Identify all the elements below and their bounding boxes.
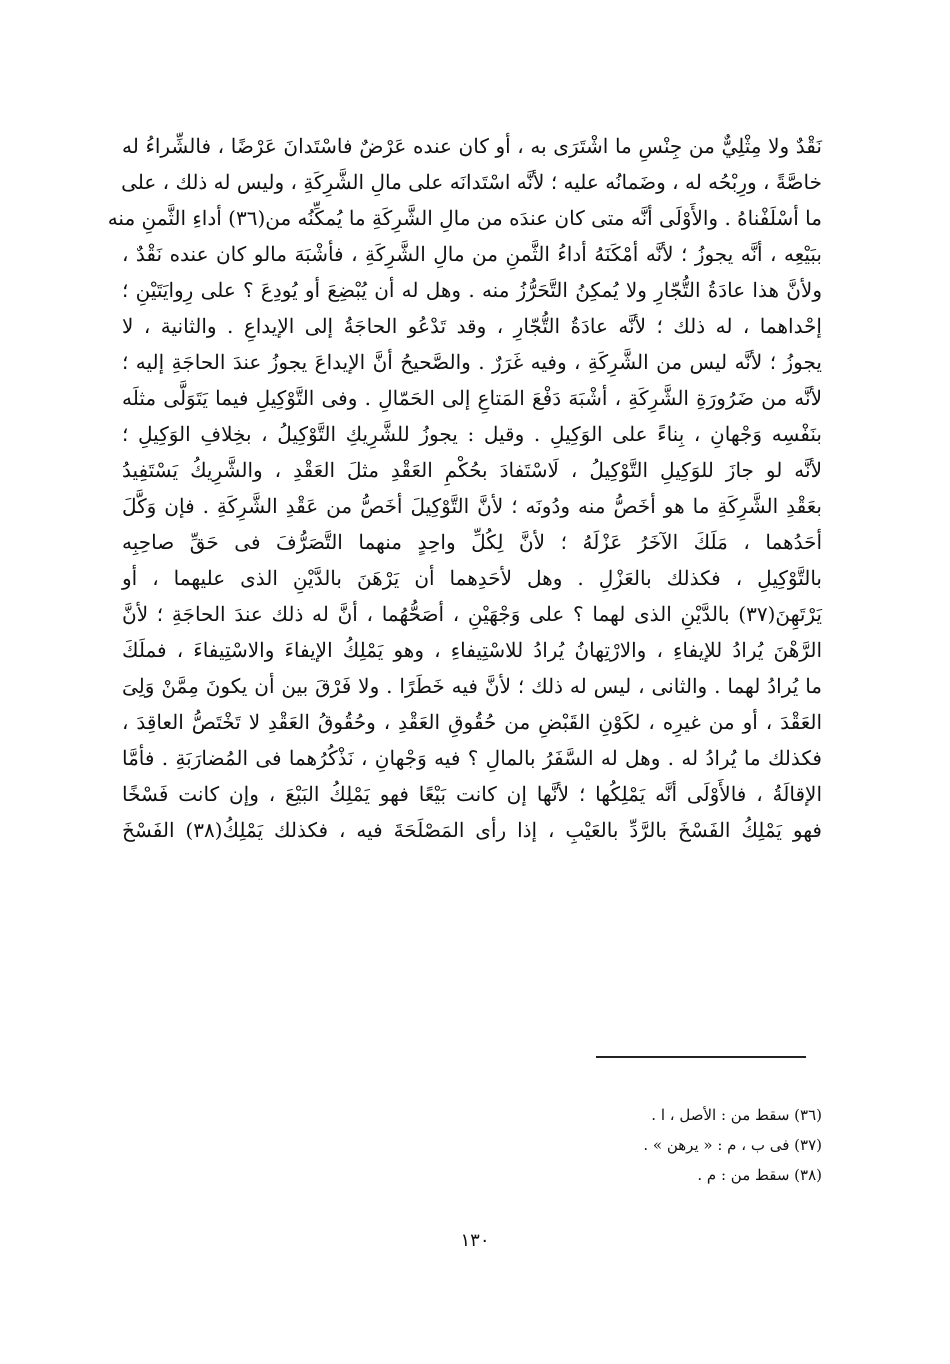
- text-line: لأنَّه من ضَرُورَةِ الشَّرِكَةِ ، أشْبَهَ دَفْعَ المَتاعِ إلى الحَمّالِ . وفى التَّوْكِيلِ فيما يَتَوَلَّى مثلَه: [122, 386, 822, 410]
- text-line: يَرْتَهِنَ(٣٧) بالدَّيْنِ الذى لهما ؟ على وَجْهَيْنِ ، أصَحُّهُما ، أنَّ له ذلك عندَ الحاجَةِ ؛ لأنَّ: [122, 602, 822, 626]
- footnote-separator: [596, 1056, 806, 1058]
- footnote-38: (٣٨) سقط من : م .: [697, 1166, 822, 1184]
- text-line: ببَيْعِه ، أنَّه يجوزُ ؛ لأنَّه أمْكَنَهُ أداءُ الثَّمنِ من مالِ الشَّرِكَةِ ، فأشْبَهَ مالو كان عنده نَقْدٌ ،: [122, 242, 822, 266]
- text-line: الإقالَةُ ، فالأَوْلَى أنَّه يَمْلِكُها ؛ لأنَّها إن كانت بَيْعًا فهو يَمْلِكُ البَيْعَ ، وإن كانت فَسْخًا: [122, 782, 822, 806]
- text-line: فهو يَمْلِكُ الفَسْخَ بالرَّدِّ بالعَيْبِ ، إذا رأى المَصْلَحَةَ فيه ، فكذلك يَمْلِكُ(٣٨) الفَسْخَ: [122, 818, 822, 842]
- text-line: لأنَّه لو جازَ للوَكِيلِ التَّوْكِيلُ ، لَاسْتَفادَ بحُكْمِ العَقْدِ مثلَ العَقْدِ ، والشَّرِيكُ يَسْتَفِيدُ: [122, 458, 822, 482]
- text-line: خاصَّةً ، ورِبْحُه له ، وضَمانُه عليه ؛ لأنَّه اسْتَدانَه على مالِ الشَّرِكَةِ ، وليس له ذلك ، على: [121, 170, 822, 194]
- text-line: بنَفْسِه وَجْهانِ ، بِناءً على الوَكِيلِ . وقيل : يجوزُ للشَّرِيكِ التَّوْكِيلُ ، بخِلافِ الوَكِيلِ ؛: [122, 422, 822, 446]
- text-line: بالتَّوْكِيلِ ، فكذلك بالعَزْلِ . وهل لأحَدِهما أن يَرْهَنَ بالدَّيْنِ الذى عليهما ، أو: [122, 566, 822, 590]
- text-line: ما أسْلَفْناهُ . والأَوْلَى أنَّه متى كان عندَه من مالِ الشَّرِكَةِ ما يُمكِّنُه من(٣٦) أداءِ الثَّمنِ منه: [107, 206, 822, 230]
- footnotes: [402, 1100, 822, 1190]
- text-line: فكذلك ما يُرادُ له . وهل له السَّفَرُ بالمالِ ؟ فيه وَجْهانِ ، نَذْكُرُهما فى المُضارَبَةِ . فأمَّا: [122, 746, 822, 770]
- text-line: يجوزُ ؛ لأنَّه ليس من الشَّرِكَةِ ، وفيه غَرَرٌ . والصَّحيحُ أنَّ الإيداعَ يجوزُ عندَ الحاجَةِ إليه ؛: [122, 350, 822, 374]
- footnote-36: (٣٦) سقط من : الأصل ، ا .: [651, 1106, 822, 1124]
- text-line: العَقْدَ ، أو من غيرِه ، لكَوْنِ القَبْضِ من حُقُوقِ العَقْدِ ، وحُقُوقُ العَقْدِ لا تَخْتَصُّ العاقِدَ ،: [122, 710, 822, 734]
- page-number: ١٣٠: [460, 1230, 490, 1251]
- text-line: إحْداهما ، له ذلك ؛ لأنَّه عادَةُ التُّجّارِ ، وقد تَدْعُو الحاجَةُ إلى الإيداعِ . والثانية ، لا: [122, 314, 822, 338]
- text-line: نَقْدٌ ولا مِثْلِيٌّ من جِنْسِ ما اشْتَرَى به ، أو كان عنده عَرْضٌ فاسْتَدانَ عَرْضًا ، فالشِّراءُ له: [122, 134, 822, 158]
- text-line: بعَقْدِ الشَّرِكَةِ ما هو أخَصُّ منه ودُونَه ؛ لأنَّ التَّوْكِيلَ أخَصُّ من عَقْدِ الشَّرِكَةِ . فإن وَكَّلَ: [122, 494, 822, 518]
- text-line: ما يُرادُ لهما . والثانى ، ليس له ذلك ؛ لأنَّ فيه خَطَرًا . ولا فَرْقَ بين أن يكونَ مِمَّنْ وَلِىَ: [122, 674, 822, 698]
- text-line: أحَدُهما ، مَلَكَ الآخَرُ عَزْلَهُ ؛ لأنَّ لِكُلِّ واحِدٍ منهما التَّصَرُّفَ فى حَقِّ صاحِبِه: [122, 530, 822, 554]
- main-text: [107, 128, 822, 848]
- footnote-37: (٣٧) فى ب ، م : « يرهن » .: [643, 1136, 822, 1154]
- text-line: ولأنَّ هذا عادَةُ التُّجّارِ ولا يُمكِنُ التَّحَرُّزُ منه . وهل له أن يُبْضِعَ أو يُودِعَ ؟ على رِوايَتَيْنِ ؛: [122, 278, 822, 302]
- text-line: الرَّهْنَ يُرادُ للإيفاءِ ، والارْتِهانُ يُرادُ للاسْتِيفاءِ ، وهو يَمْلِكُ الإيفاءَ والاسْتِيفاءَ ، فملَكَ: [122, 638, 822, 662]
